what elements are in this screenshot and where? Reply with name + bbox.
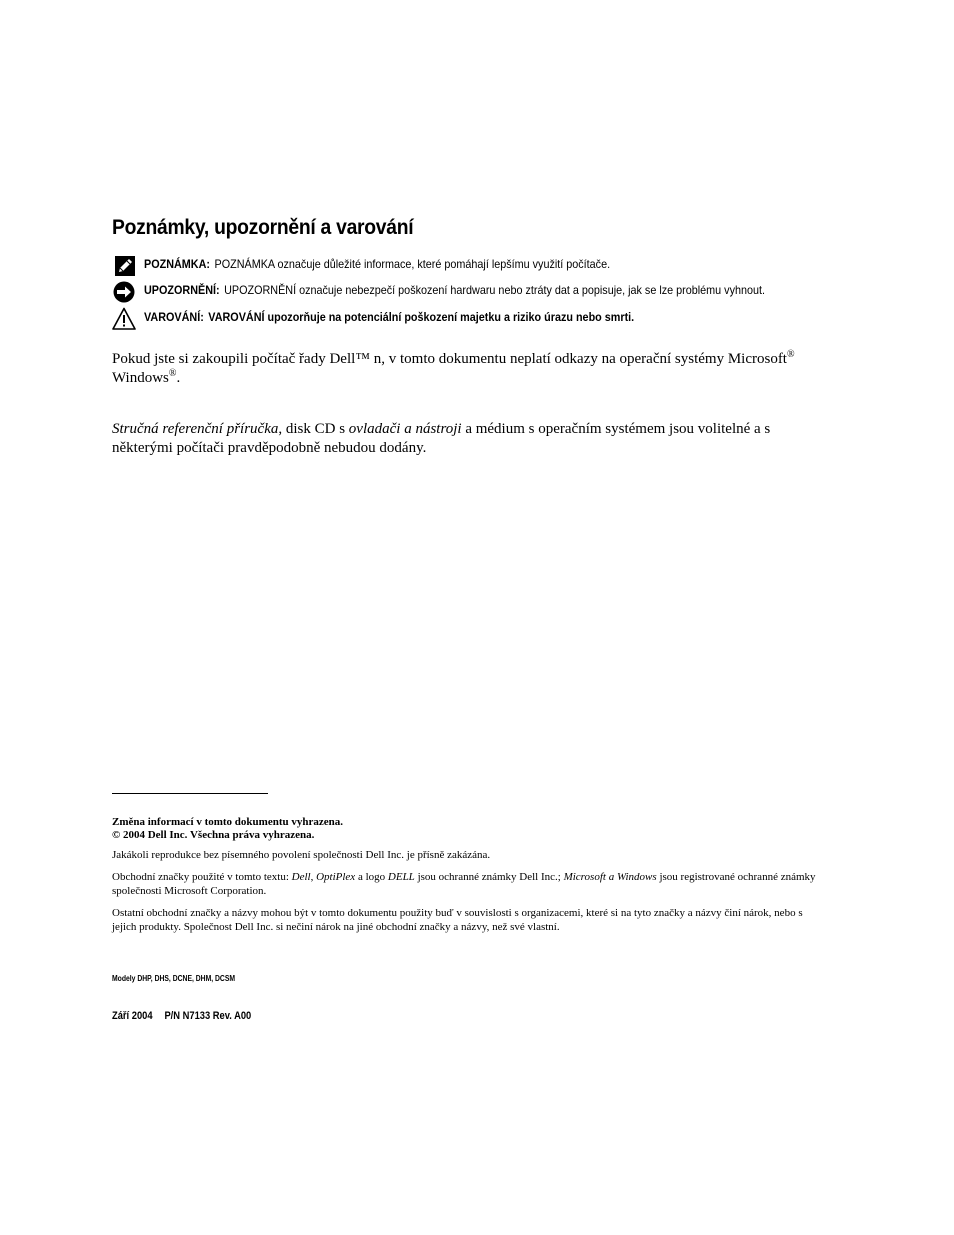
- warning-triangle-icon: [112, 307, 136, 331]
- reproduction-notice: Jakákoli reprodukce bez písemného povolení společnosti Dell Inc. je přísně zakázána.: [112, 849, 491, 861]
- caution-text: UPOZORNĚNÍ označuje nebezpečí poškození hardwaru nebo ztráty dat a popisuje, jak se lze problému vyhnout.: [224, 283, 766, 297]
- other-trademarks-paragraph: Ostatní obchodní značky a názvy mohou být v tomto dokumentu použity buď v souvislosti s organizacemi, které si na tyto značky a názvy činí nárok, nebo s jejich produkty. Společnost Dell Inc. si nečiní nárok na jiné obchodní značky a názvy, než své vlastní.: [112, 907, 803, 933]
- caution-label: UPOZORNĚNÍ:: [144, 283, 220, 297]
- model-numbers: Modely DHP, DHS, DCNE, DHM, DCSM: [112, 974, 236, 983]
- legal-change-notice: Změna informací v tomto dokumentu vyhrazena.: [112, 816, 343, 828]
- trademarks-paragraph: Obchodní značky použité v tomto textu: Dell, OptiPlex a logo DELL jsou ochranné známky Dell Inc.; Microsoft a Windows jsou registrované ochranné známky společnosti Microsoft Corporation.: [112, 871, 816, 897]
- caution-arrow-icon: [112, 280, 136, 304]
- caution-notice: [112, 280, 832, 306]
- footnote-divider: [112, 793, 268, 794]
- warning-label: VAROVÁNÍ:: [144, 310, 204, 324]
- copyright-line: © 2004 Dell Inc. Všechna práva vyhrazena.: [112, 829, 315, 841]
- pencil-note-icon: [112, 254, 136, 278]
- note-notice: [112, 254, 832, 280]
- note-label: POZNÁMKA:: [144, 257, 210, 271]
- part-number-line: [112, 1010, 251, 1022]
- page-title: Poznámky, upozornění a varování: [112, 216, 414, 239]
- warning-notice: [112, 307, 832, 333]
- part-number: P/N N7133 Rev. A00: [164, 1010, 252, 1022]
- note-text: POZNÁMKA označuje důležité informace, které pomáhají lepšímu využití počítače.: [214, 257, 611, 271]
- optional-media-paragraph: Stručná referenční příručka, disk CD s ovladači a nástroji a médium s operačním systémem jsou volitelné a s některými počítači pravděpodobně nebudou dodány.: [112, 421, 771, 456]
- warning-text: VAROVÁNÍ upozorňuje na potenciální poškození majetku a riziko úrazu nebo smrti.: [208, 310, 635, 324]
- publication-date: Září 2004: [112, 1010, 153, 1022]
- os-notice-paragraph: Pokud jste si zakoupili počítač řady Dell™ n, v tomto dokumentu neplatí odkazy na operační systémy Microsoft® Windows®.: [112, 349, 795, 386]
